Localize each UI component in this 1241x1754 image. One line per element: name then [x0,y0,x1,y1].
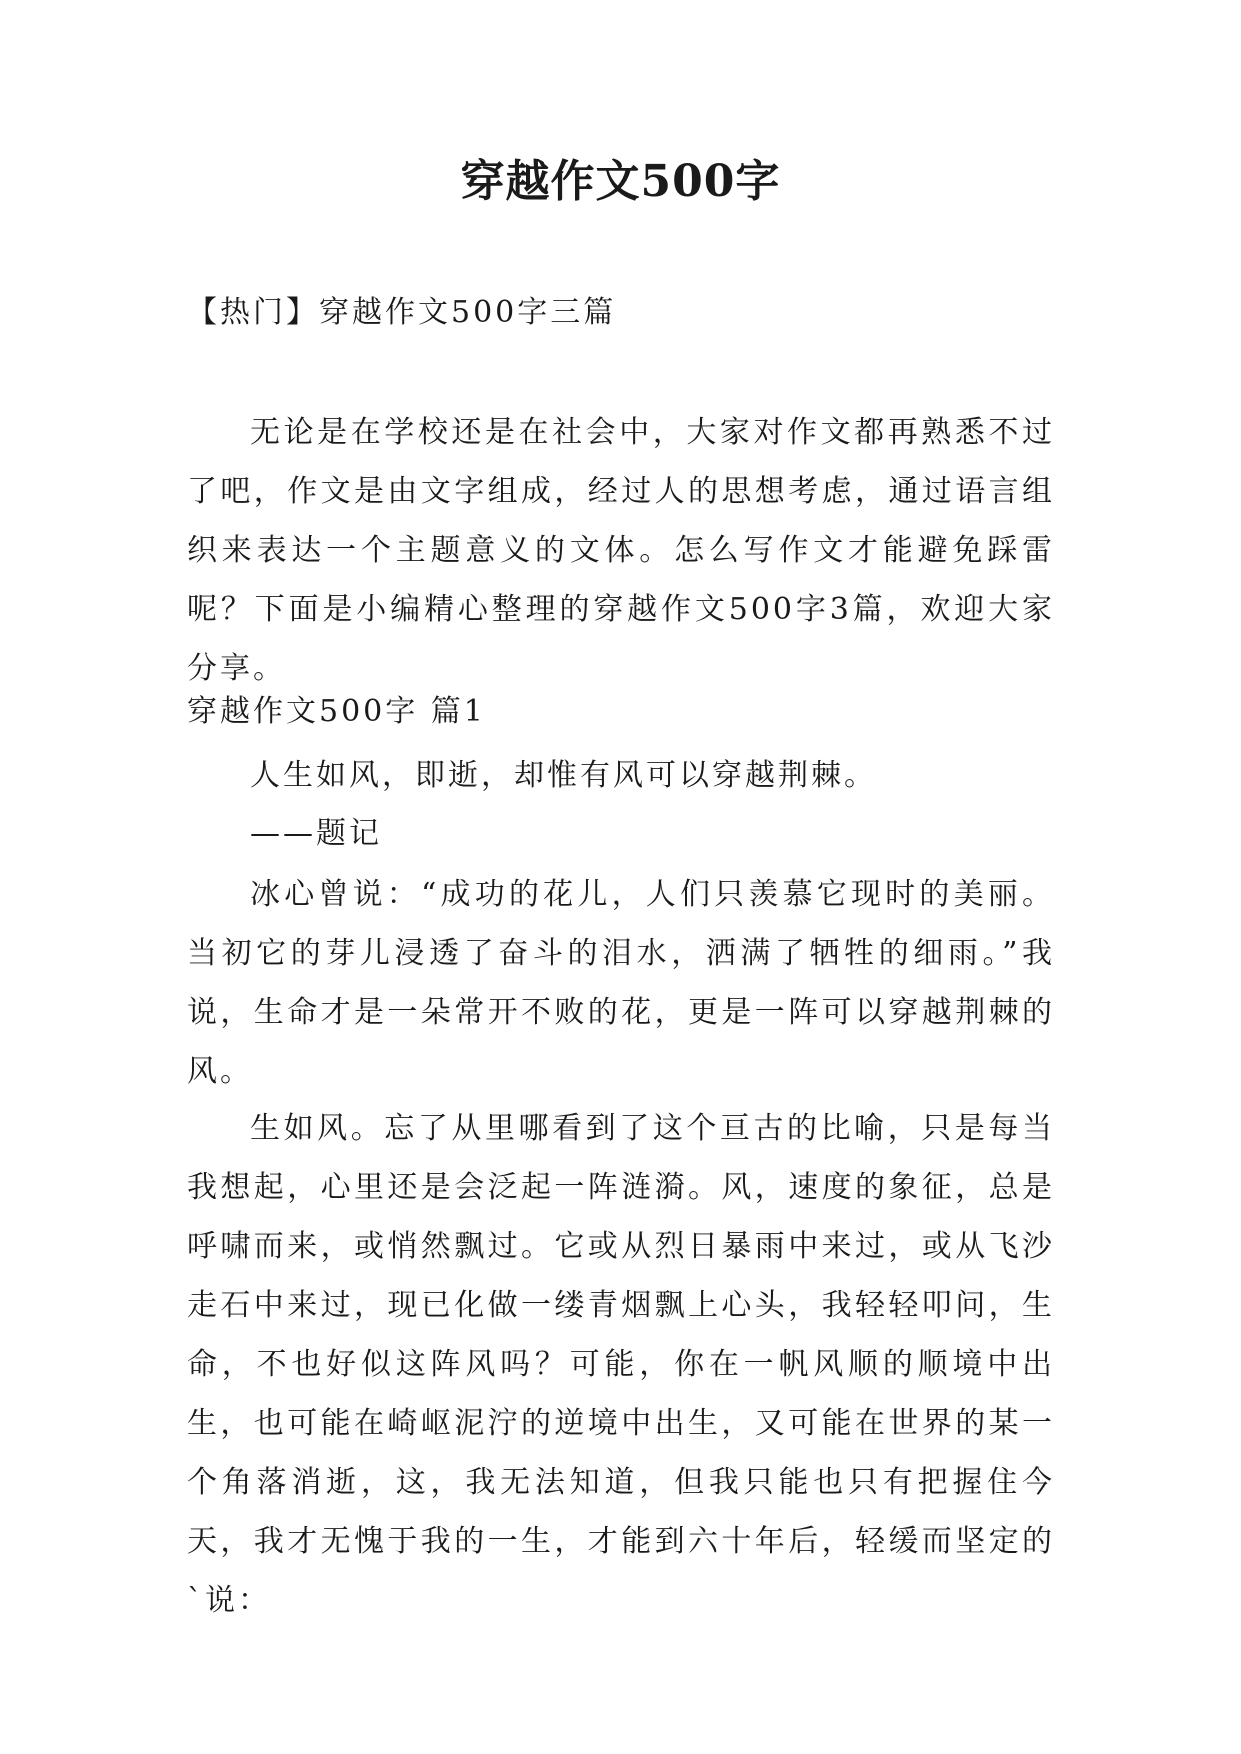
bingxin-paragraph: 冰心曾说：“成功的花儿，人们只羡慕它现时的美丽。当初它的芽儿浸透了奋斗的泪水，洒满了牺牲的细雨。”我说，生命才是一朵常开不败的花，更是一阵可以穿越荆棘的风。 [187,877,1055,1089]
wind-paragraph: 生如风。忘了从里哪看到了这个亘古的比喻，只是每当我想起，心里还是会泛起一阵涟漪。风，速度的象征，总是呼啸而来，或悄然飘过。它或从烈日暴雨中来过，或从飞沙走石中来过，现已化做一缕青烟飘上心头，我轻轻叩问，生命，不也好似这阵风吗？可能，你在一帆风顺的顺境中出生，也可能在崎岖泥泞的逆境中出生，又可能在世界的某一个角落消逝，这，我无法知道，但我只能也只有把握住今天，我才无愧于我的一生，才能到六十年后，轻缓而坚定的`说： [187,1111,1055,1618]
epigraph-quote: 人生如风，即逝，却惟有风可以穿越荆棘。 [250,758,877,793]
document-subtitle: 【热门】穿越作文500字三篇 [187,295,617,330]
essay-heading-1: 穿越作文500字 篇1 [187,694,486,729]
intro-paragraph: 无论是在学校还是在社会中，大家对作文都再熟悉不过了吧，作文是由文字组成，经过人的思想考虑，通过语言组织来表达一个主题意义的文体。怎么写作文才能避免踩雷呢？下面是小编精心整理的穿越作文500字3篇，欢迎大家分享。 [187,415,1055,686]
epigraph-signature: ——题记 [250,816,382,851]
document-title: 穿越作文500字 [460,156,781,207]
